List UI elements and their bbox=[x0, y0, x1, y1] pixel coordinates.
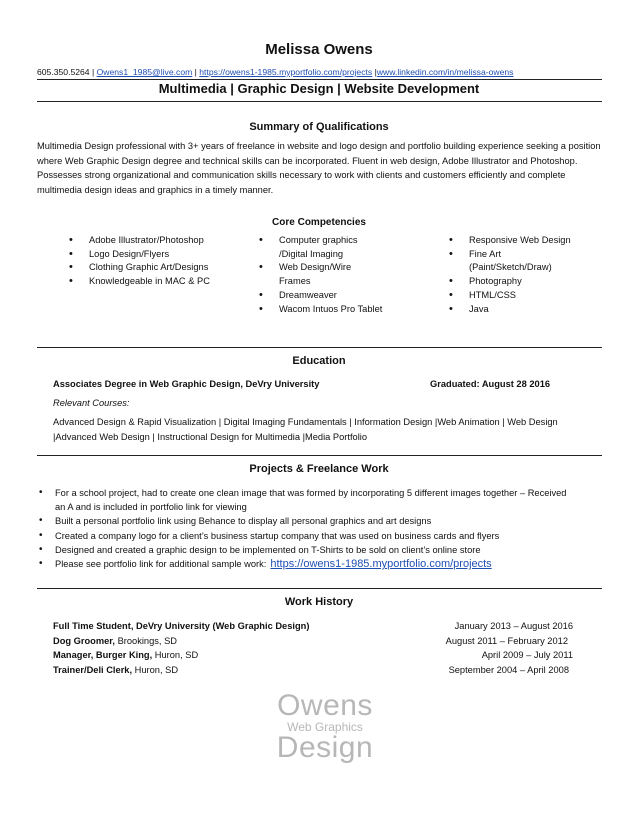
project-item-text: Please see portfolio link for additional sample work: bbox=[55, 559, 267, 570]
owens-design-logo: Owens Web Graphics Design bbox=[276, 689, 374, 764]
projects-list bbox=[37, 486, 617, 571]
competencies-title: Core Competencies bbox=[272, 217, 366, 228]
work-rule bbox=[37, 588, 602, 589]
work-row: Trainer/Deli Clerk, Huron, SD September 2004 – April 2008 bbox=[53, 663, 573, 678]
work-row: Manager, Burger King, Huron, SD April 2009 – July 2011 bbox=[53, 648, 573, 663]
summary-text: Multimedia Design professional with 3+ years of freelance in website and logo design and portfolio building experience seeking a position where Web Graphic Design degree and technical skills can be incorporated. Fluent in web design, Adobe Illustrator and Photoshop. Possesses strong organizational and communication skills necessary to work with clients and customers efficiently and complete multimedia design ideas and graphics in a timely manner. bbox=[37, 141, 601, 195]
project-item: • Built a personal portfolio link using Behance to display all personal graphics and art designs bbox=[37, 514, 617, 528]
project-item: • Created a company logo for a client’s business startup company that was used on business cards and flyers bbox=[37, 529, 617, 543]
candidate-name: Melissa Owens bbox=[265, 41, 373, 58]
competency-item: • Knowledgeable in MAC & PC bbox=[63, 275, 213, 289]
competency-item: • Responsive Web Design bbox=[443, 234, 603, 248]
work-history bbox=[53, 619, 573, 677]
projects-rule bbox=[37, 455, 602, 456]
work-dates: April 2009 – July 2011 bbox=[481, 650, 573, 660]
competency-item: • Photography bbox=[443, 275, 603, 289]
email-link[interactable]: Owens1_1985@live.com bbox=[96, 67, 193, 77]
work-dates: January 2013 – August 2016 bbox=[454, 621, 573, 631]
contact-line: 605.350.5264 | Owens1_1985@live.com | https://owens1-1985.myportfolio.com/projects |www.linkedin.com/in/melissa-owens bbox=[37, 67, 514, 77]
work-title-3: Trainer/Deli Clerk, bbox=[53, 664, 133, 675]
phone: 605.350.5264 bbox=[37, 67, 90, 77]
competency-item: • Web Design/Wire Frames bbox=[253, 261, 383, 288]
competency-item: • Java bbox=[443, 303, 603, 317]
competency-item: • Fine Art (Paint/Sketch/Draw) bbox=[443, 248, 569, 275]
portfolio-link-2[interactable]: https://owens1-1985.myportfolio.com/projects bbox=[270, 558, 492, 571]
header-rule-top bbox=[37, 79, 602, 80]
work-row: Dog Groomer, Brookings, SD August 2011 – February 2012 bbox=[53, 634, 573, 649]
courses-list: Advanced Design & Rapid Visualization | Digital Imaging Fundamentals | Information Design |Web Animation | Web Design |Advanced Web Design | Instructional Design for Multimedia |Media Portfolio bbox=[53, 417, 558, 442]
work-row bbox=[53, 619, 573, 634]
graduation-date: Graduated: August 28 2016 bbox=[430, 379, 551, 389]
linkedin-link[interactable]: www.linkedin.com/in/melissa-owens bbox=[376, 67, 514, 77]
competencies-col-2 bbox=[253, 234, 383, 316]
work-title-2: Manager, Burger King, bbox=[53, 650, 153, 660]
work-title: Work History bbox=[284, 596, 354, 608]
competency-item: • Logo Design/Flyers bbox=[63, 248, 213, 262]
competencies-col-1 bbox=[63, 234, 213, 289]
education-title: Education bbox=[292, 355, 346, 367]
work-dates: August 2011 – February 2012 bbox=[445, 635, 568, 646]
project-item: • Designed and created a graphic design to be implemented on T-Shirts to be sold on client’s online store bbox=[37, 543, 617, 557]
work-title-1: Dog Groomer, bbox=[53, 635, 115, 646]
work-title-0: Full Time Student, DeVry University (Web Graphic Design) bbox=[53, 621, 310, 631]
project-item bbox=[37, 557, 617, 571]
education-rule bbox=[37, 347, 602, 348]
portfolio-link[interactable]: https://owens1-1985.myportfolio.com/projects bbox=[199, 67, 373, 77]
competency-item: • Dreamweaver bbox=[253, 289, 383, 303]
competency-item: • HTML/CSS bbox=[443, 289, 603, 303]
projects-title: Projects & Freelance Work bbox=[249, 463, 389, 475]
work-dates: September 2004 – April 2008 bbox=[448, 664, 569, 675]
competency-item: • Adobe Illustrator/Photoshop bbox=[63, 234, 213, 248]
degree-row bbox=[53, 379, 573, 389]
competency-item: • Wacom Intuos Pro Tablet bbox=[253, 303, 383, 317]
header-rule-bottom bbox=[37, 101, 602, 102]
competencies-col-3 bbox=[443, 234, 603, 316]
courses-label: Relevant Courses: bbox=[53, 398, 130, 408]
tagline: Multimedia | Graphic Design | Website Development bbox=[158, 81, 480, 96]
competency-item: • Clothing Graphic Art/Designs bbox=[63, 261, 213, 275]
summary-title: Summary of Qualifications bbox=[249, 121, 389, 133]
degree: Associates Degree in Web Graphic Design, DeVry University bbox=[53, 379, 320, 389]
project-item: • For a school project, had to create one clean image that was formed by incorporating 5 different images together – Received an A and is included in portfolio link for viewing bbox=[37, 486, 575, 514]
competency-item: • Computer graphics /Digital Imaging bbox=[253, 234, 383, 261]
